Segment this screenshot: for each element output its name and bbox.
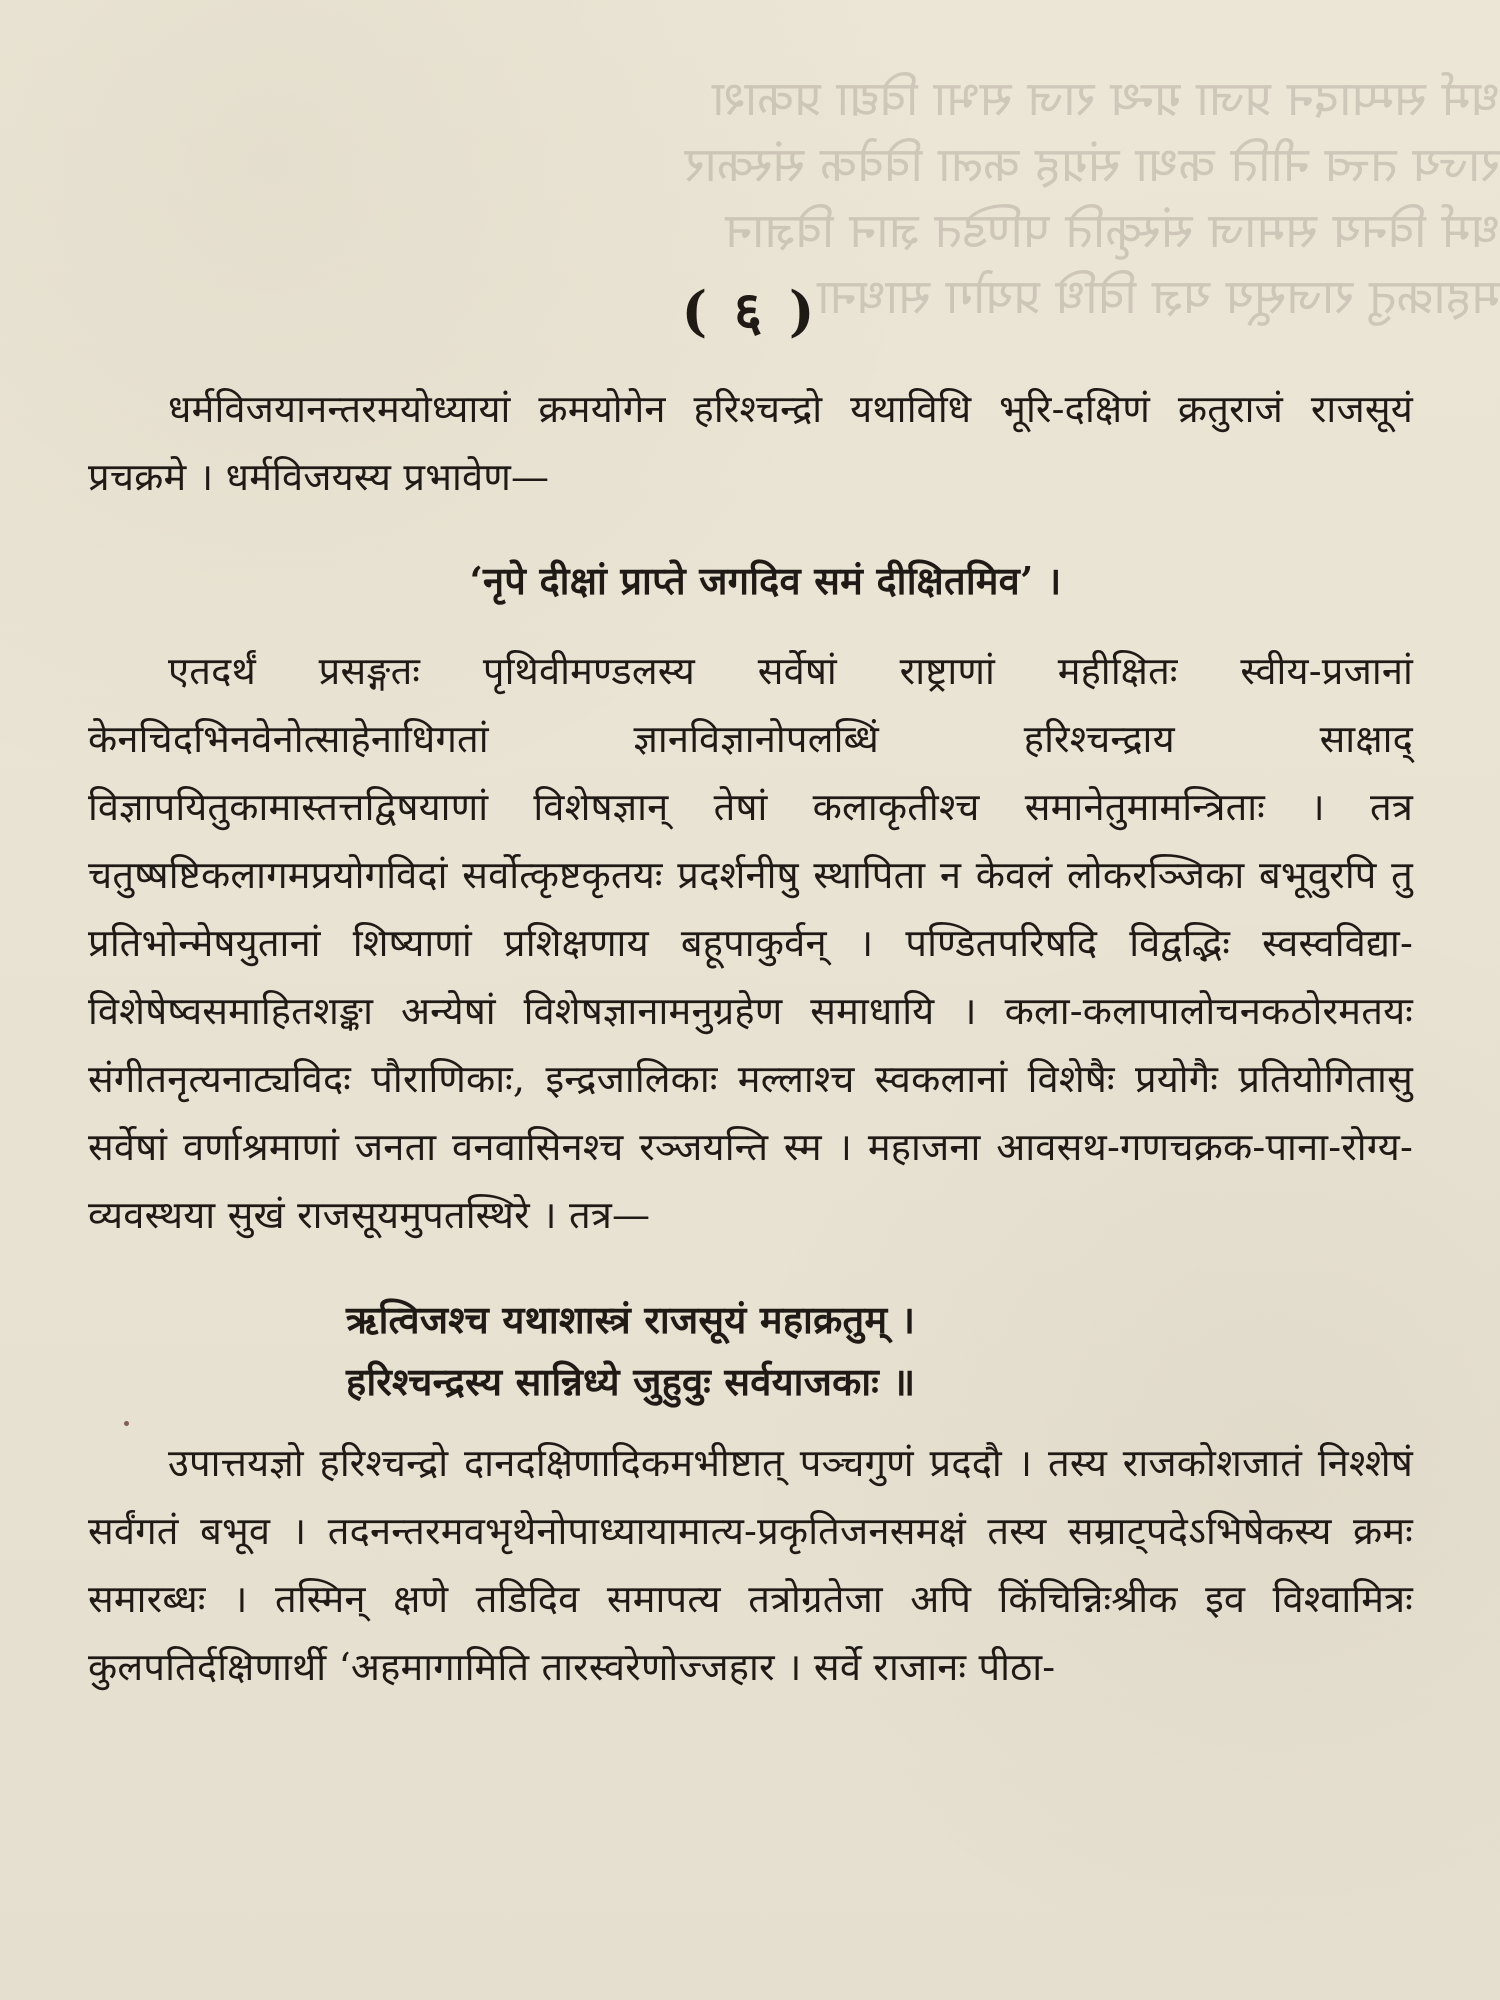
paragraph-1: धर्मविजयानन्तरमयोध्यायां क्रमयोगेन हरिश्चन्द्रो यथाविधि भूरि-दक्षिणं क्रतुराजं राजसूयं प्रचक्रमे । धर्मविजयस्य प्रभावेण— — [88, 387, 1413, 499]
verse-line-1: ऋत्विजश्च यथाशास्त्रं राजसूयं महाक्रतुम् । — [346, 1297, 916, 1342]
paper-speck — [124, 1421, 129, 1426]
paragraph-2: एतदर्थं प्रसङ्गतः पृथिवीमण्डलस्य सर्वेषां राष्ट्राणां महीक्षितः स्वीय-प्रजानां केनचिदभिनवेनोत्साहेनाधिगतां ज्ञानविज्ञानोपलब्धिं हरिश्चन्द्राय साक्षाद् विज्ञापयितुकामास्तत्तद्विषयाणां विशेषज्ञान् तेषां कलाकृतीश्च समानेतुमामन्त्रिताः । तत्र चतुष्षष्टिकलागमप्रयोगविदां सर्वोत्कृष्टकृतयः प्रदर्शनीषु स्थापिता न केवलं लोकरञ्जिका बभूवुरपि तु प्रतिभोन्मेषयुतानां शिष्याणां प्रशिक्षणाय बहूपाकुर्वन् । पण्डितपरिषदि विद्वद्भिः स्वस्वविद्या-विशेषेष्वसमाहितशङ्का अन्येषां विशेषज्ञानामनुग्रहेण समाधायि । कला-कलापालोचनकठोरमतयः संगीतनृत्यनाट्यविदः पौराणिकाः, इन्द्रजालिकाः मल्लाश्च स्वकलानां विशेषैः प्रयोगैः प्रतियोगितासु सर्वेषां वर्णाश्रमाणां जनता वनवासिनश्च रञ्जयन्ति स्म । महाजना आवसथ-गणचक्रक-पाना-रोग्य-व्यवस्थया सुखं राजसूयमुपतस्थिरे । तत्र— — [88, 649, 1413, 1237]
paragraph-3: उपात्तयज्ञो हरिश्चन्द्रो दानदक्षिणादिकमभीष्टात् पञ्चगुणं प्रददौ । तस्य राजकोशजातं निश्शेषं सर्वंगतं बभूव । तदनन्तरमवभृथेनोपाध्यायामात्य-प्रकृतिजनसमक्षं तस्य सम्राट्पदेऽभिषेकस्य क्रमः समारब्धः । तस्मिन् क्षणे तडिदिव समापत्य तत्रोग्रतेजा अपि किंचिन्निःश्रीक इव विश्वामित्रः कुलपतिर्दक्षिणार्थी ‘अहमागामिति तारस्वरेणोज्जहार । सर्वे राजानः पीठा- — [88, 1441, 1413, 1689]
verse-line-2: हरिश्चन्द्रस्य सान्निध्ये जुहुवुः सर्वयाजकाः ॥ — [346, 1359, 916, 1404]
quoted-line: ‘नृपे दीक्षां प्राप्ते जगदिव समं दीक्षितमिव’ । — [469, 558, 1062, 603]
verse-block — [88, 1289, 1413, 1413]
page-number: ( ६ ) — [681, 279, 819, 343]
main-content — [88, 375, 1413, 1701]
bleed-through-text: धर्म सम्पादन प्रजा ग्रन्थ राज सभा विद्या प्रकाश राज्य तत्त्व नीति कथा संग्रह कला विवेक संस्कार धर्म विनय समाज संस्कृति पण्डित ज्ञान विज्ञान महाक्रतु राजसूय यज्ञ विधि प्रयोग साधना — [684, 71, 1500, 325]
